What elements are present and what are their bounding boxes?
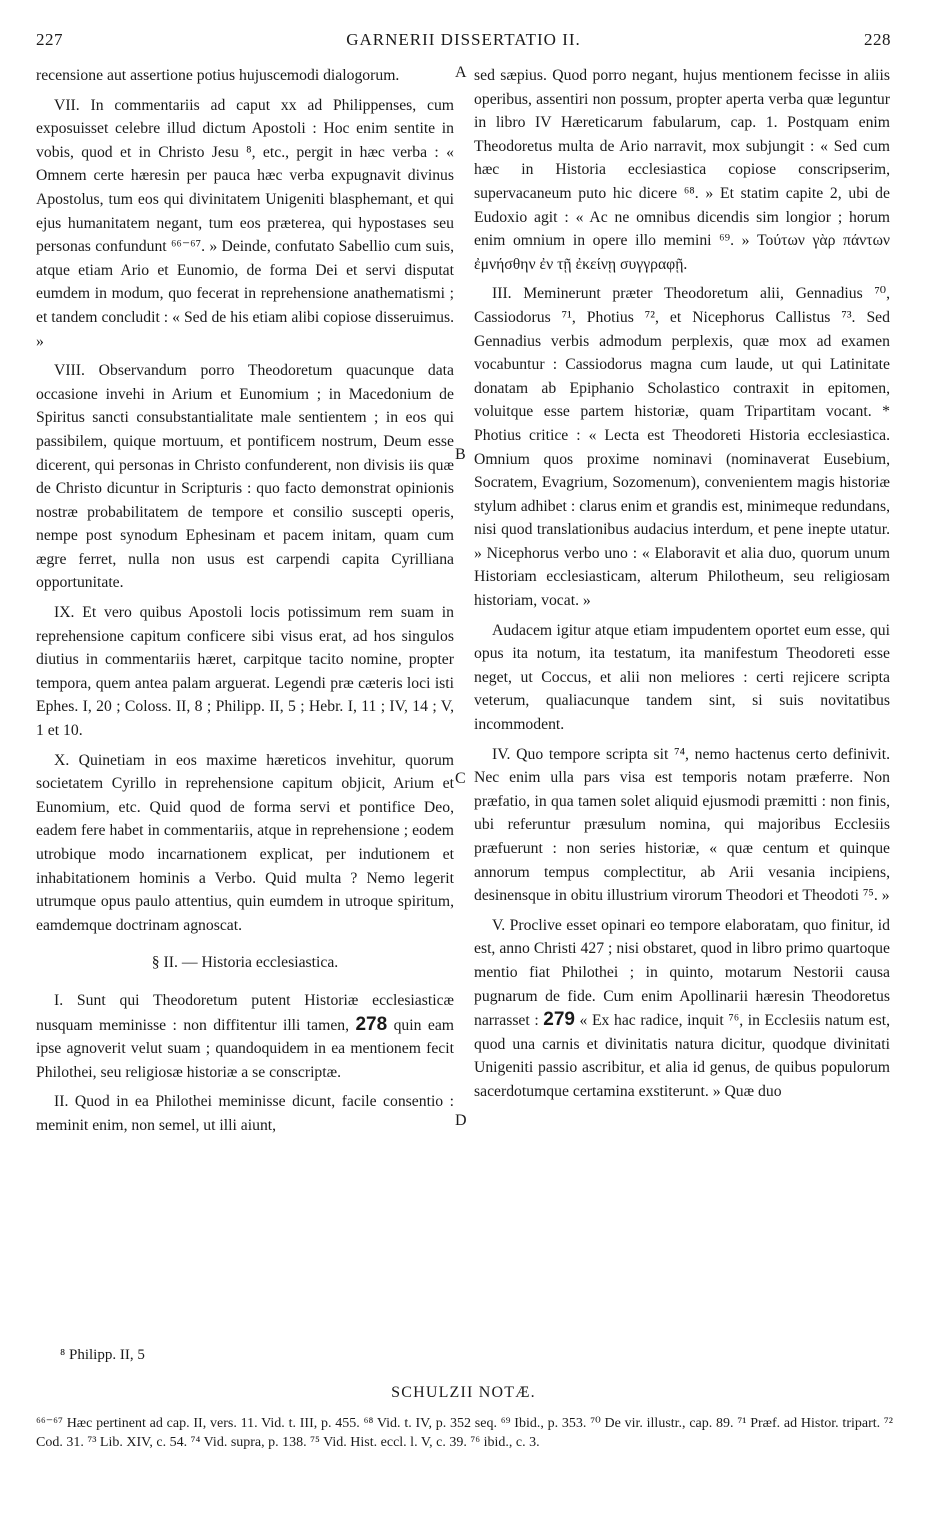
paragraph-v bbox=[474, 914, 890, 1104]
footnote: ⁸ Philipp. II, 5 bbox=[60, 1347, 145, 1363]
section-heading: § II. — Historia ecclesiastica. bbox=[151, 954, 339, 972]
paragraph-iv: IV. Quo tempore scripta sit ⁷⁴, nemo hactenus certo definivit. Nec enim ulla pars visa est temporis notam præferre. Non præfatio, in qua tamen solet aliquid ejusmodi præmitti : non finis, ubi referuntur præsulum nomina, qui majoribus Ecclesiis præfuerunt : non series historiæ, « quæ centum et quinque annorum tempus complectitur, ab Arii vesania incipiens, desinensque in obitu illustrium virorum Theodori et Theodoti ⁷⁵. » bbox=[474, 745, 890, 905]
paragraph-i-text-cont: quin eam ipse agnoverit velut suam ; quandoquidem in ea mentionem fecit Philothei, seu religiosæ historiæ a se conscriptæ. bbox=[36, 1016, 454, 1081]
margin-letter-a: A bbox=[455, 64, 467, 81]
column-marker-279: 279 bbox=[543, 1009, 575, 1031]
paragraph: recensione aut assertione potius hujuscemodi dialogorum. bbox=[36, 67, 400, 84]
paragraph-v-text: V. Proclive esset opinari eo tempore elaboratam, quo finitur, id est, anno Christi 427 ; nisi obstaret, quod in libro primo quartoque mentio fiat Philothei ; in quinto, motarum Nestorii causa pugnarum de fide. Cum enim Apollinarii hæresin Theodoretus narrasset : bbox=[474, 916, 890, 1030]
paragraph-i bbox=[36, 989, 454, 1084]
margin-letter-c: C bbox=[455, 770, 466, 787]
left-column bbox=[36, 64, 454, 1144]
paragraph-x: X. Quinetiam in eos maxime hæreticos invehitur, quorum societatem Cyrillo in reprehensione capitum objicit, Arium et Eunomium, etc. Quid quod de forma servi et pontifice Deo, eadem fere habet in commentariis, atque in reprehensione ; eodem utrobique modo incarnationem explicat, per indutionem et inhabitationem hominis a Verbo. Quid multa ? Nemo legerit utrumque opus paulo attentius, quin eumdem in utroque spiritum, eamdemque doctrinam agnoscat. bbox=[36, 751, 454, 934]
margin-letter-b: B bbox=[455, 446, 466, 463]
notes-text: ⁶⁶⁻⁶⁷ Hæc pertinent ad cap. II, vers. 11. Vid. t. III, p. 455. ⁶⁸ Vid. t. IV, p. 352 seq. ⁶⁹ Ibid., p. 353. ⁷⁰ De vir. illustr., cap. 89. ⁷¹ Præf. ad Histor. tripart. ⁷² Cod. 31. ⁷³ Lib. XIV, c. 54. ⁷⁴ Vid. supra, p. 138. ⁷⁵ Vid. Hist. eccl. l. V, c. 39. ⁷⁶ ibid., c. 3. bbox=[36, 1416, 893, 1450]
paragraph-vii: VII. In commentariis ad caput xx ad Philippenses, cum exposuisset celebre illud dictum Apostoli : Hoc enim sentite in vobis, quod et in Christo Jesu ⁸, etc., pergit in hæc verba : « Omnem certe hæresin per pauca hæc verba expugnavit divinus Apostolus, tum eos qui divinitatem Unigeniti blasphemant, et qui ejus humanitatem negant, tum eos præterea, qui hypostases seu personas confundunt ⁶⁶⁻⁶⁷. » Deinde, confutato Sabellio cum suis, atque etiam Ario et Eunomio, de forma Dei et servi disputat eumdem in modum, quo fecerat in reprehensione anathematismi ; et tandem concludit : « Sed de his etiam alibi copiose disseruimus. » bbox=[36, 96, 454, 350]
paragraph-v-text-cont: « Ex hac radice, inquit ⁷⁶, in Ecclesiis natum est, quod una carnis et divinitatis natura dicitur, quodque divinitati Unigeniti passio ascribitur, et alia id genus, de quibus populorum sacerdotumque certamina exstiterunt. » Quæ duo bbox=[474, 1012, 890, 1100]
paragraph-viii: VIII. Observandum porro Theodoretum quacunque data occasione invehi in Arium et Eunomium ; in Macedonium de Spiritus sancti consubstantialitate male sentientem ; in eos qui passibilem, quique mortuum, et pontificem nostrum, Deum esse dicerent, qui personas in Christo confunderent, non divisis iis quæ de Christo dicuntur in Scripturis : quo facto demonstrat opinionis nostræ probabilitatem de tempore et consilio suscepti operis, nempe post synodum Ephesinam et pacem initam, quam cum ægre ferret, nulla non usus est carpendi capita Cyrilliana opportunitate. bbox=[36, 362, 454, 592]
paragraph-ii: II. Quod in ea Philothei meminisse dicunt, facile consentio : meminit enim, non semel, ut illi aiunt, bbox=[36, 1093, 454, 1134]
paragraph: Audacem igitur atque etiam impudentem oportet eum esse, qui opus ita notum, ita testatum, ita manifestum Theodoreti esse neget, ut Coccus, et alii non meliores : certi rejicere scripta veterum, qualiacunque tandem sint, si suis novitatibus incommodent. bbox=[474, 621, 890, 734]
notes-title: SCHULZII NOTÆ. bbox=[391, 1384, 536, 1401]
left-page-number: 227 bbox=[36, 30, 63, 49]
paragraph-ix: IX. Et vero quibus Apostoli locis potissimum rem suam in reprehensione capitum conficere sibi visus erat, ad hos singulos diutius in commentariis hæret, carpitque tacito nomine, propter tempora, quem antea palam arguerat. Legendi præ cæteris loci isti Ephes. I, 20 ; Coloss. II, 8 ; Philipp. II, 5 ; Hebr. I, 11 ; IV, 14 ; V, 1 et 10. bbox=[36, 604, 454, 740]
column-marker-278: 278 bbox=[355, 1013, 388, 1035]
margin-letter-d: D bbox=[455, 1112, 467, 1129]
paragraph-i-text: I. Sunt qui Theodoretum putent Historiæ ecclesiasticæ nusquam meminisse : non diffitentur illi tamen, bbox=[36, 991, 454, 1034]
right-page-number: 228 bbox=[864, 30, 891, 49]
page-header bbox=[36, 30, 891, 56]
running-title: GARNERII DISSERTATIO II. bbox=[346, 30, 581, 49]
paragraph-iii: III. Meminerunt præter Theodoretum alii, Gennadius ⁷⁰, Cassiodorus ⁷¹, Photius ⁷², et Nicephorus Callistus ⁷³. Sed Gennadius verbis admodum perplexis, quæ mox ad examen vocabuntur : Cassiodorus magna cum laude, ut qui Latinitate donatam ab Epiphanio Scholastico contraxit in epitomen, voluitque esse partem historiæ, quam Tripartitam vocant. * Photius critice : « Lecta est Theodoreti Historia ecclesiastica. Omnium quos proxime nominavi (nominaverat Eusebium, Socratem, Evagrium, Sozomenum), convenientem magis historiæ stylum adhibet : clarus enim et grandis est, minimeque redundans, nisi quod translationibus audacius interdum, et pene inepte utatur. » Nicephorus verbo uno : « Elaboravit et alia duo, quorum unum Historiam ecclesiasticam, alterum Philotheum, seu religiosam historiam, vocat. » bbox=[474, 285, 890, 610]
paragraph: sed sæpius. Quod porro negant, hujus mentionem fecisse in aliis operibus, assentiri non possum, propter aperta verba quæ leguntur in libro IV Hæreticarum fabularum, cap. 1. Postquam enim Theodoretus multa de Ario narravit, mox subjungit : « Sed cum hæc in Historia ecclesiastica copiose conscripserim, supervacaneum puto hic dicere ⁶⁸. » Et statim capite 2, ubi de Eudoxio agit : « Ac ne omnibus dicendis sim longior ; horum enim omnium in opere illo memini ⁶⁹. » Τούτων γὰρ πάντων ἐμνήσθην ἐν τῇ ἐκείνῃ συγγραφῇ. bbox=[474, 67, 890, 273]
right-column bbox=[474, 64, 890, 1110]
